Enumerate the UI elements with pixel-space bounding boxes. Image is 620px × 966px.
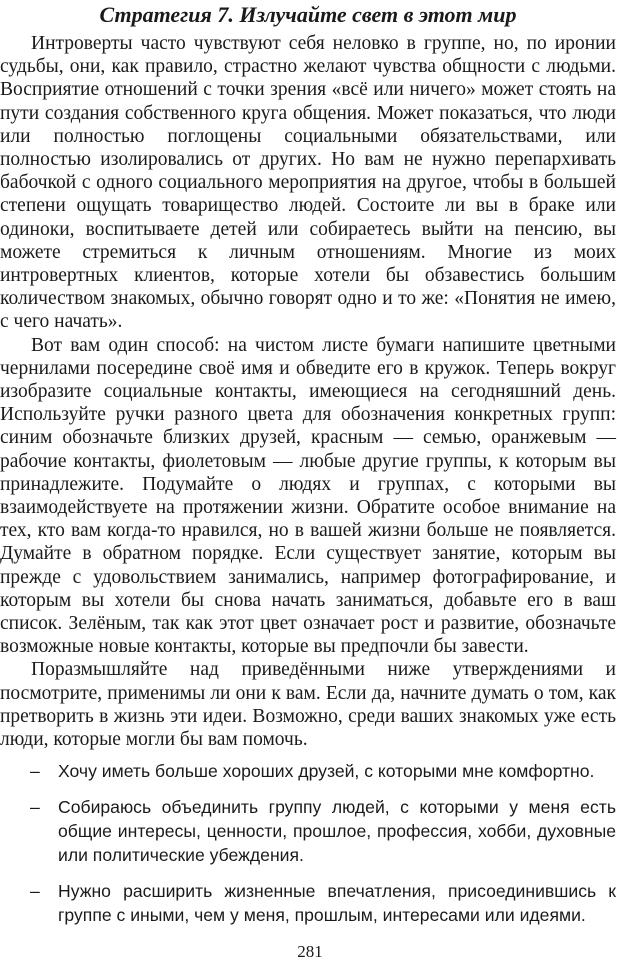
body-text xyxy=(0,32,616,751)
list-dash: – xyxy=(30,797,40,818)
list-item xyxy=(0,795,616,867)
section-heading: Стратегия 7. Излучайте свет в этот мир xyxy=(99,2,517,27)
list-item-text: Собираюсь объединить группу людей, с которыми у меня есть общие интересы, ценности, прошлое, профессия, хобби, духовные или политические убеждения. xyxy=(58,797,616,866)
list-item xyxy=(0,879,616,927)
paragraph: Интроверты часто чувствуют себя неловко в группе, но, по иронии судьбы, они, как правило, страстно желают чувства общности с людьми. Восприятие отношений с точки зрения «всё или ничего» может стоять на пути создания собственного круга общения. Может показаться, что люди или полностью поглощены социальными обязательствами, или полностью изолировались от других. Но вам не нужно перепархивать бабочкой с одного социального мероприятия на другое, чтобы в большей степени ощущать товарищество людей. Состоите ли вы в браке или одиноки, воспитываете детей или собираетесь выйти на пенсию, вы можете стремиться к личным отношениям. Многие из моих интровертных клиентов, которые хотели бы обзавестись большим количеством знакомых, обычно говорят одно и то же: «Понятия не имею, с чего начать». xyxy=(0,33,616,333)
page-number: 281 xyxy=(297,942,323,961)
list-dash: – xyxy=(30,881,40,902)
list-item-text: Нужно расширить жизненные впечатления, присоединившись к группе с иными, чем у меня, прошлым, интересами или идеями. xyxy=(58,881,616,926)
list-item-text: Хочу иметь больше хороших друзей, с которыми мне комфортно. xyxy=(58,761,595,782)
list-dash: – xyxy=(30,761,40,782)
statement-list xyxy=(0,759,616,927)
paragraph: Поразмышляйте над приведёнными ниже утверждениями и посмотрите, применимы ли они к вам. Если да, начните думать о том, как претворить в жизнь эти идеи. Возможно, среди ваших знакомых уже есть люди, которые могли бы вам помочь. xyxy=(0,659,616,751)
paragraph: Вот вам один способ: на чистом листе бумаги напишите цветными чернилами посередине своё имя и обведите его в кружок. Теперь вокруг изобразите социальные контакты, имеющиеся на сегодняшний день. Используйте ручки разного цвета для обозначения конкретных групп: синим обозначьте близких друзей, красным — семью, оранжевым — рабочие контакты, фиолетовым — любые другие группы, к которым вы принадлежите. Подумайте о людях и группах, с которыми вы взаимодействуете на протяжении жизни. Обратите особое внимание на тех, кто вам когда-то нравился, но в вашей жизни больше не появляется. Думайте в обратном порядке. Если существует занятие, которым вы прежде с удовольствием занимались, например фотографирование, и которым вы хотели бы снова начать заниматься, добавьте его в ваш список. Зелёным, так как этот цвет означает рост и развитие, обозначьте возможные новые контакты, которые вы предпочли бы завести. xyxy=(0,334,616,658)
list-item xyxy=(0,759,616,783)
